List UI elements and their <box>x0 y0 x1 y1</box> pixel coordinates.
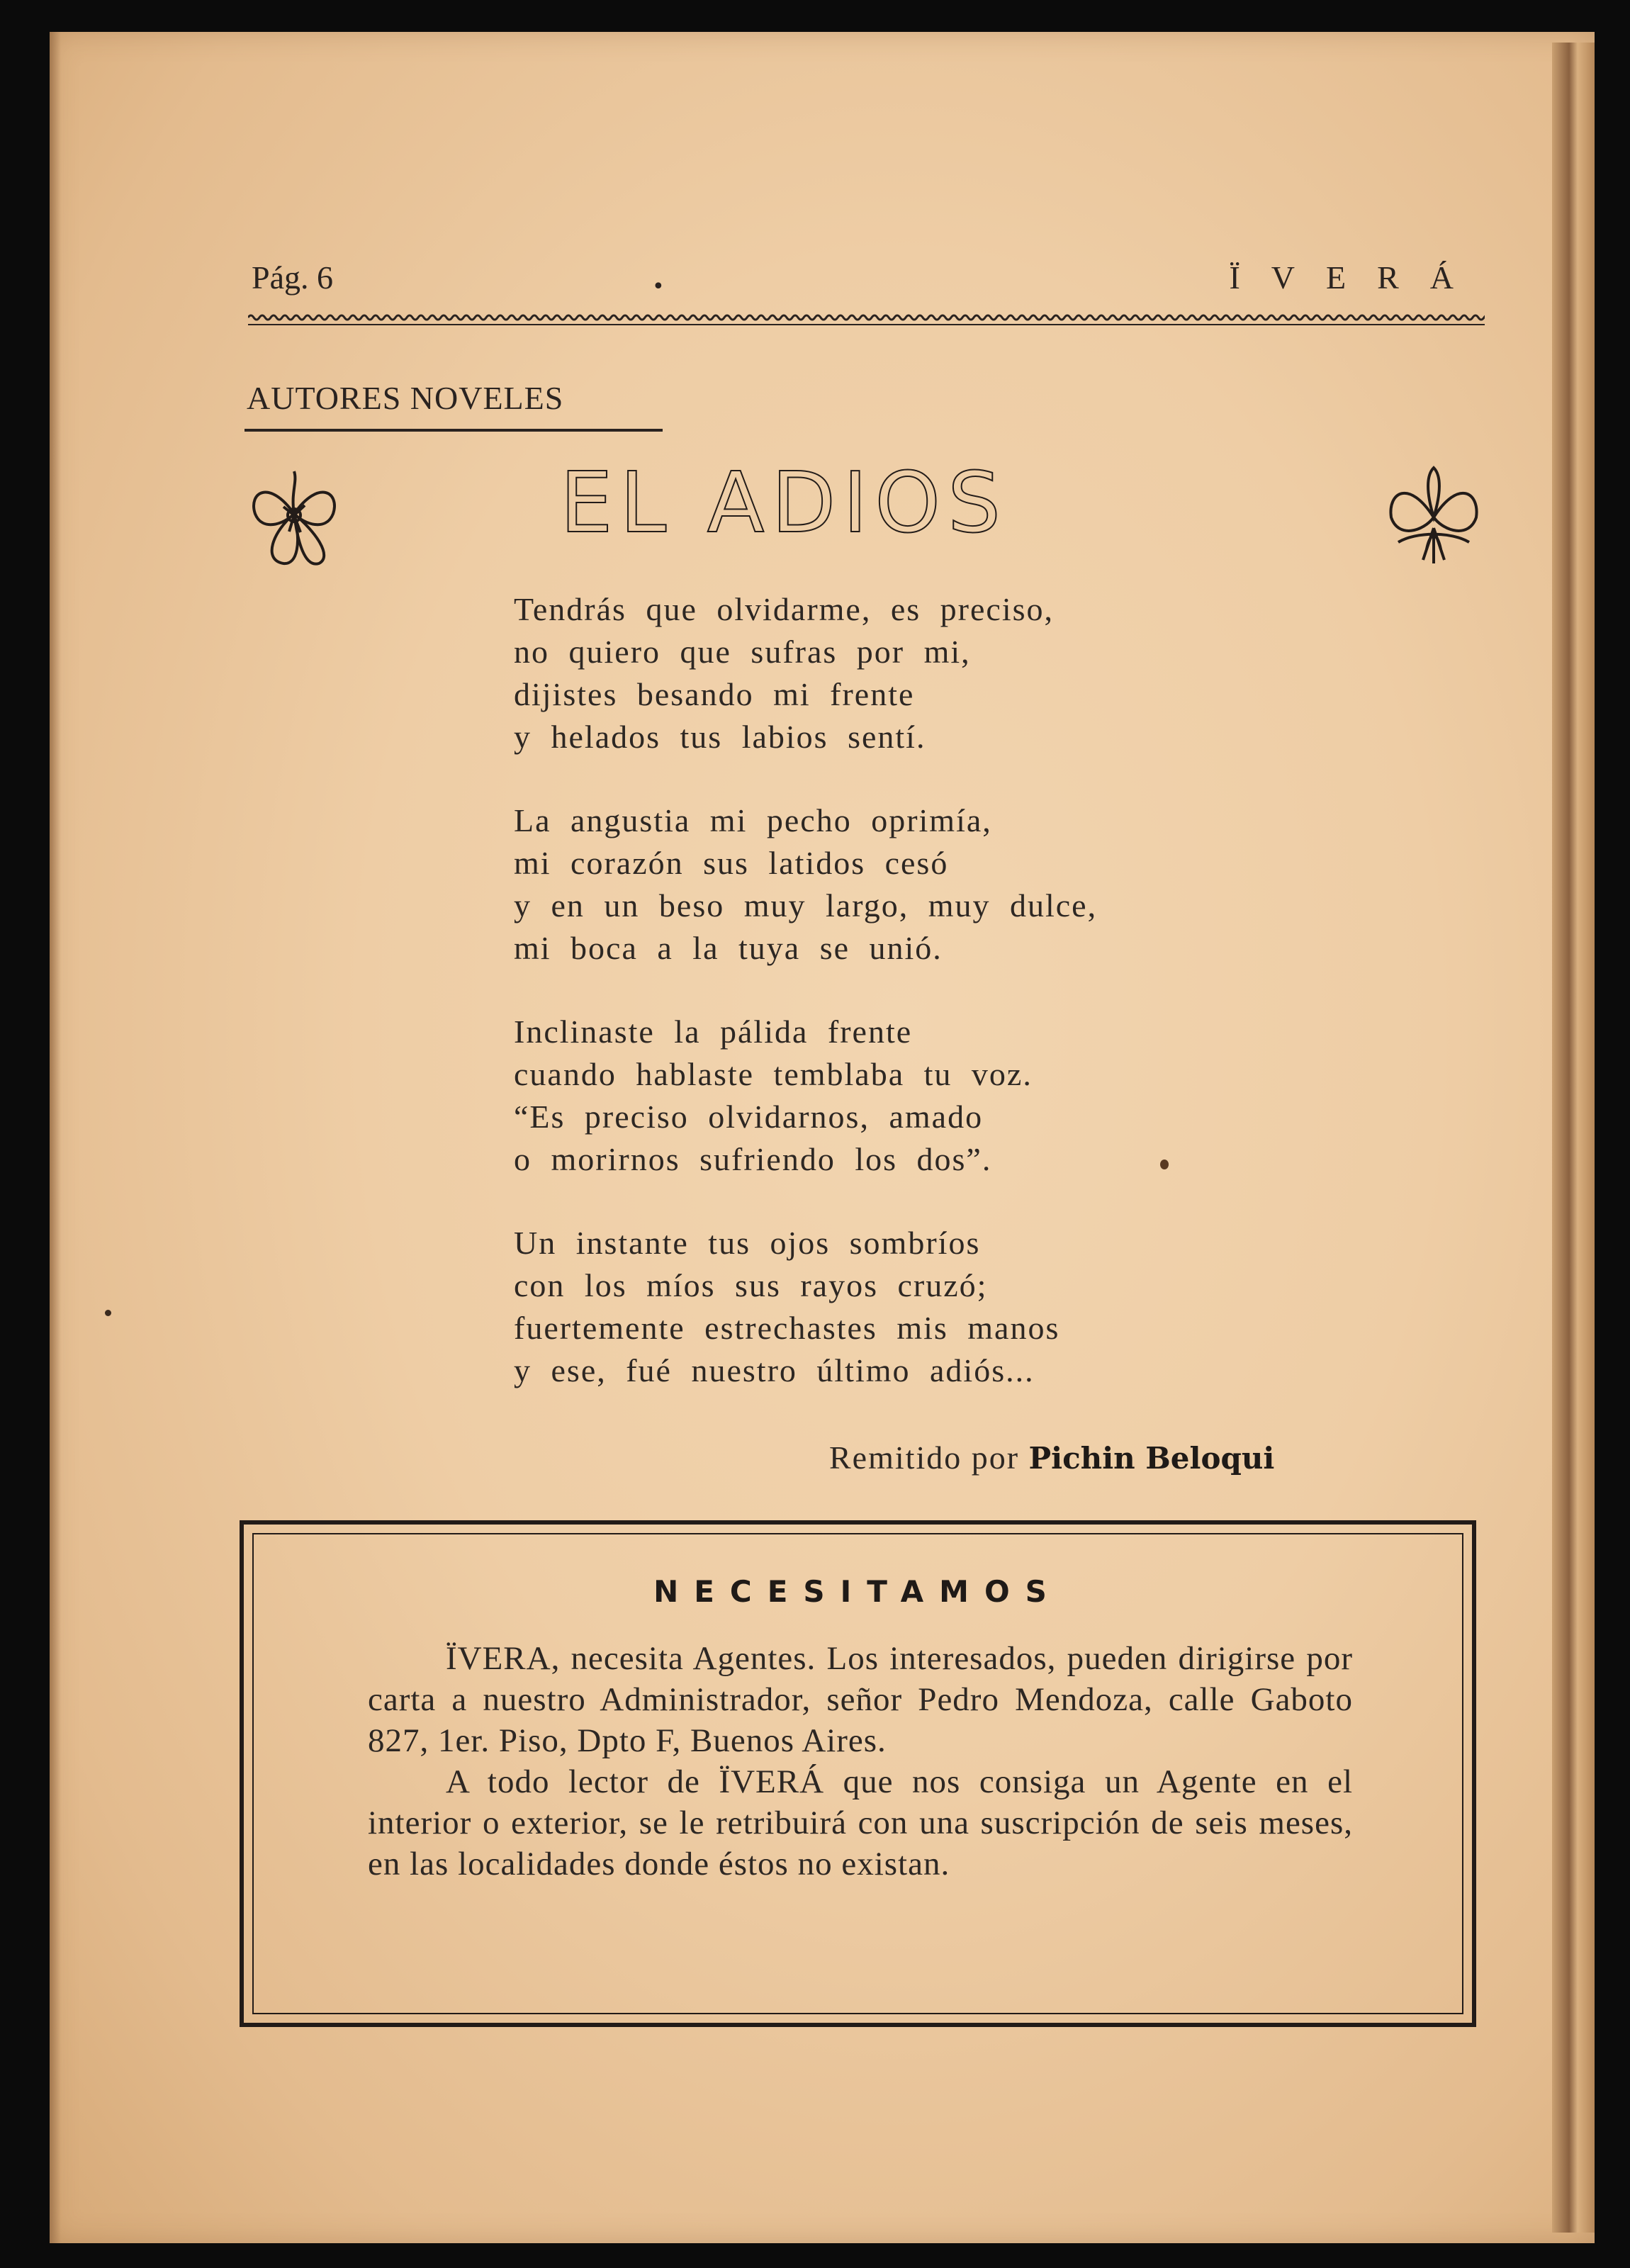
attribution-prefix: Remitido por <box>829 1439 1020 1476</box>
poem-line: Inclinaste la pálida frente <box>514 1014 913 1050</box>
poem-stanza <box>514 588 1222 758</box>
wavy-divider <box>248 310 1485 327</box>
section-label: AUTORES NOVELES <box>247 380 564 416</box>
notice-paragraph: A todo lector de ÏVERÁ que nos consiga un Agente en el interior o exterior, se le retribuirá con una suscripción de seis meses, en las localidades donde éstos no existan. <box>368 1763 1353 1882</box>
page-left-edge <box>50 32 61 2243</box>
poem-line: mi boca a la tuya se unió. <box>514 930 943 966</box>
magazine-title: ÏVERÁ <box>1229 259 1485 296</box>
poem-line: “Es preciso olvidarnos, amado <box>514 1099 984 1135</box>
poem-line: mi corazón sus latidos cesó <box>514 845 949 881</box>
poem-stanza <box>514 1222 1222 1392</box>
notice-title: NECESITAMOS <box>653 1574 1062 1609</box>
poem-line: La angustia mi pecho oprimía, <box>514 802 992 838</box>
poem-attribution <box>829 1439 1274 1476</box>
poem-line: no quiero que sufras por mi, <box>514 634 971 670</box>
ink-spot <box>105 1310 111 1316</box>
flower-ornament-right-icon <box>1381 464 1487 571</box>
poem-line: y en un beso muy largo, muy dulce, <box>514 887 1098 924</box>
attribution-name: Pichin Beloqui <box>1028 1441 1275 1476</box>
poem-line: dijistes besando mi frente <box>514 676 915 712</box>
poem-line: Un instante tus ojos sombríos <box>514 1225 981 1261</box>
notice-paragraph: ÏVERA, necesita Agentes. Los interesados, pueden dirigirse por carta a nuestro Administrador, señor Pedro Mendoza, calle Gaboto 827, 1er. Piso, Dpto F, Buenos Aires. <box>368 1640 1353 1759</box>
poem-line: Tendrás que olvidarme, es preciso, <box>514 591 1055 627</box>
poem-line: con los míos sus rayos cruzó; <box>514 1267 988 1303</box>
poem-line: fuertemente estrechastes mis manos <box>514 1310 1060 1346</box>
notice-box <box>240 1520 1476 2027</box>
binding-spine <box>1552 43 1595 2233</box>
ink-spot <box>1160 1160 1169 1169</box>
poem-line: cuando hablaste temblaba tu voz. <box>514 1056 1033 1092</box>
poem-stanza <box>514 1011 1222 1181</box>
poem-stanza <box>514 799 1222 970</box>
page-header <box>252 259 1485 308</box>
flower-ornament-left-icon <box>241 464 347 571</box>
poem-body <box>514 588 1222 1433</box>
section-underline <box>244 429 663 432</box>
poem-title: EL ADIOS <box>560 454 1008 551</box>
header-dot-ornament: • <box>652 274 665 299</box>
poem-line: o morirnos sufriendo los dos”. <box>514 1141 992 1177</box>
poem-line: y helados tus labios sentí. <box>514 719 926 755</box>
page-number: Pág. 6 <box>252 259 333 296</box>
notice-body <box>368 1638 1353 1885</box>
poem-line: y ese, fué nuestro último adiós... <box>514 1352 1035 1388</box>
